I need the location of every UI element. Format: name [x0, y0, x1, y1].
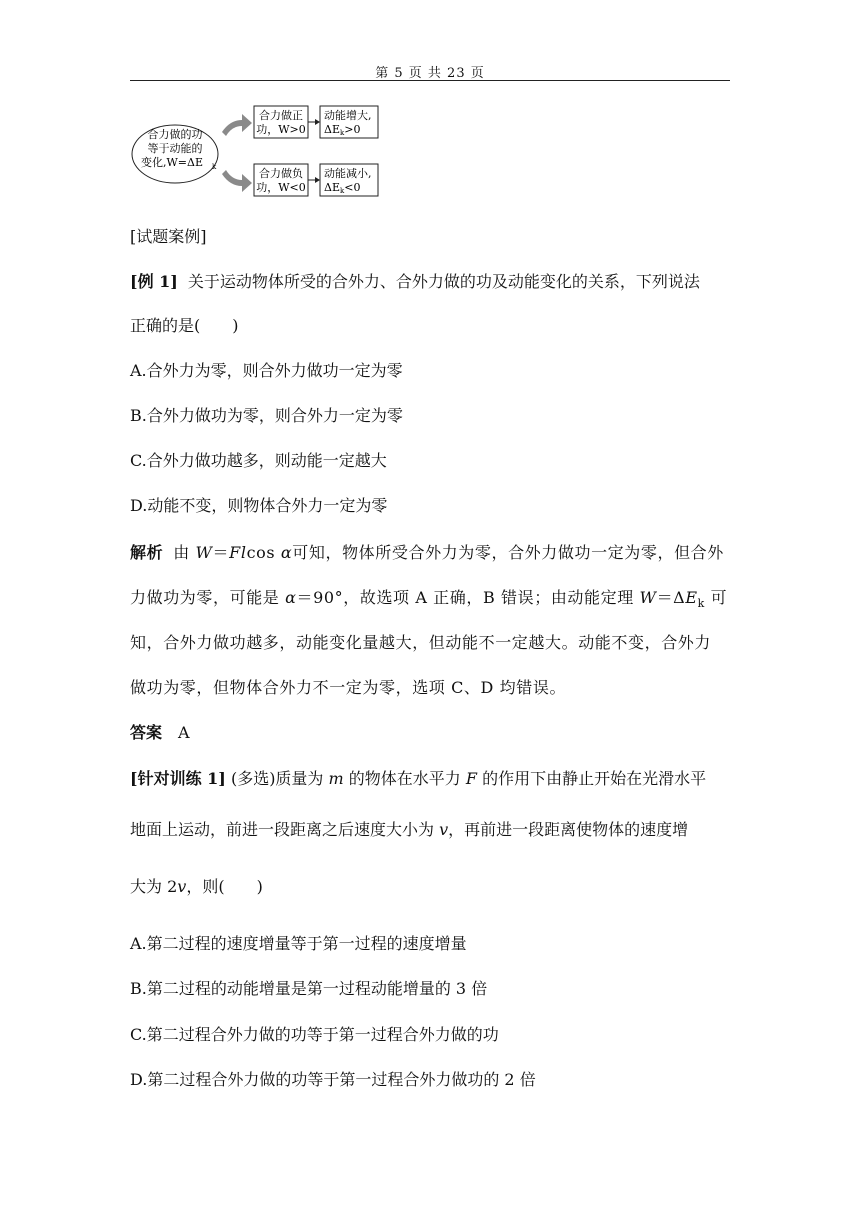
- answer-line: [130, 720, 730, 743]
- diagram-negative-line2: 功，W<0: [256, 181, 306, 194]
- work-energy-diagram: [130, 96, 390, 202]
- diagram-increase-line1: 动能增大,: [324, 109, 372, 122]
- practice1-option-c: C.第二过程合外力做的功等于第一过程合外力做的功: [130, 1025, 499, 1044]
- practice1-line3: 大为 2v，则( ): [130, 877, 263, 896]
- practice1-tag: [针对训练 1]: [130, 769, 226, 788]
- diagram-positive-line2: 功，W>0: [256, 123, 306, 136]
- header-rule: [130, 80, 730, 81]
- page-header: 第 5 页 共 23 页: [375, 66, 485, 81]
- example1-stem-1: 关于运动物体所受的合外力、合外力做的功及动能变化的关系，下列说法: [187, 272, 700, 291]
- practice1-line2: 地面上运动，前进一段距离之后速度大小为 v，再前进一段距离使物体的速度增: [130, 820, 689, 839]
- section-title: [试题案例]: [130, 227, 207, 246]
- arrow-up-icon: [222, 114, 252, 136]
- analysis-line2: 力做功为零，可能是 α＝90°，故选项 A 正确，B 错误；由动能定理 $W=\Delta E_k$ 可: [130, 588, 728, 611]
- small-arrow-right-icon: [315, 177, 320, 183]
- example1-option-b: B.合外力做功为零，则合外力一定为零: [130, 406, 403, 425]
- answer-label: 答案: [130, 723, 163, 742]
- example1-option-c: C.合外力做功越多，则动能一定越大: [130, 451, 387, 470]
- example1-line1: [130, 269, 730, 292]
- practice1-option-b: B.第二过程的动能增量是第一过程动能增量的 3 倍: [130, 979, 488, 998]
- diagram-positive-line1: 合力做正: [259, 109, 303, 122]
- diagram-center-subscript: k: [212, 163, 217, 171]
- small-arrow-right-icon: [315, 119, 320, 125]
- diagram-center-line1: 合力做的功: [147, 128, 203, 141]
- practice1-line1: [针对训练 1] (多选)质量为 m 的物体在水平力 F 的作用下由静止开始在光滑水平: [130, 769, 707, 788]
- arrow-down-icon: [222, 170, 252, 192]
- analysis-line3: 知，合外力做功越多，动能变化量越大，但动能不一定越大。动能不变，合外力: [130, 633, 712, 652]
- analysis-label: 解析: [130, 543, 164, 562]
- diagram-negative-line1: 合力做负: [259, 167, 303, 180]
- diagram-decrease-line2: ΔEk<0: [324, 181, 361, 195]
- example1-option-a: A.合外力为零，则合外力做功一定为零: [130, 361, 403, 380]
- diagram-increase-line2: ΔEk>0: [324, 123, 361, 137]
- analysis-line1: 解析 由 W＝Flcos α可知，物体所受合外力为零，合外力做功一定为零，但合外: [130, 543, 724, 562]
- example1-tag: [例 1]: [130, 272, 178, 291]
- analysis-line4: 做功为零，但物体合外力不一定为零，选项 C、D 均错误。: [130, 678, 567, 697]
- practice1-option-a: A.第二过程的速度增量等于第一过程的速度增量: [130, 934, 467, 953]
- example1-stem-2: 正确的是( ): [130, 316, 239, 335]
- diagram-decrease-line1: 动能减小,: [324, 167, 372, 180]
- answer-value: A: [178, 723, 190, 742]
- diagram-center-line3: 变化,W=ΔE: [141, 156, 203, 169]
- example1-option-d: D.动能不变，则物体合外力一定为零: [130, 496, 388, 515]
- diagram-center-line2: 等于动能的: [147, 142, 203, 155]
- practice1-option-d: D.第二过程合外力做的功等于第一过程合外力做功的 2 倍: [130, 1070, 536, 1089]
